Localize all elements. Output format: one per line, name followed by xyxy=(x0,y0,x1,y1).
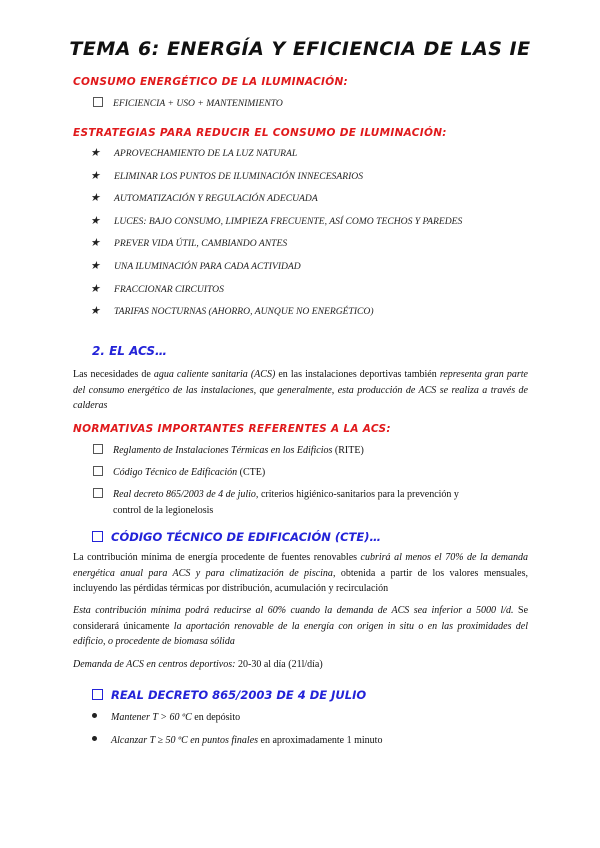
item-text: UNA ILUMINACIÓN PARA CADA ACTIVIDAD xyxy=(114,260,301,272)
text-run: Las necesidades de xyxy=(73,369,154,380)
star-icon: ★ xyxy=(90,259,100,272)
text-run: cubrirá al menos el 70% de la demanda energética anual para ACS y para climatización de piscina xyxy=(73,552,528,579)
item-text: ELIMINAR LOS PUNTOS DE ILUMINACIÓN INNECESARIOS xyxy=(114,170,363,182)
heading-real-decreto xyxy=(92,688,366,702)
item-text: FRACCIONAR CIRCUITOS xyxy=(114,283,224,295)
star-icon: ★ xyxy=(90,305,100,318)
strategy-list xyxy=(90,146,462,327)
checkbox-icon xyxy=(92,689,103,700)
star-icon: ★ xyxy=(90,214,100,227)
checkbox-icon xyxy=(93,466,103,476)
checkbox-icon xyxy=(93,444,103,454)
item-text: PREVER VIDA ÚTIL, CAMBIANDO ANTES xyxy=(114,238,288,250)
text-run: criterios higiénico-sanitarios para la prevención y xyxy=(258,489,459,500)
list-item xyxy=(90,304,462,327)
bullet-icon xyxy=(92,713,97,718)
text-run: en aproximadamente 1 minuto xyxy=(258,735,383,746)
star-icon: ★ xyxy=(90,147,100,159)
text-run: La contribución mínima de energía procedente de fuentes renovables xyxy=(73,552,361,563)
text-run: agua caliente sanitaria (ACS) xyxy=(153,369,276,380)
text-run: representa gran parte del consumo energético de las instalaciones, que generalmente, esta producción de ACS se realiza a través de calderas xyxy=(73,369,528,411)
checkbox-icon xyxy=(93,97,103,107)
bullet-icon xyxy=(92,736,97,741)
item-text: TARIFAS NOCTURNAS (AHORRO, AUNQUE NO ENERGÉTICO) xyxy=(114,306,374,318)
item-text: AUTOMATIZACIÓN Y REGULACIÓN ADECUADA xyxy=(114,193,318,205)
list-item xyxy=(90,282,462,305)
paragraph-acs xyxy=(73,367,528,414)
list-item xyxy=(90,146,462,169)
text-run: Esta contribución mínima podrá reducirse al 60% cuando la demanda de ACS sea inferior a 5000 l/d. xyxy=(73,605,514,616)
star-icon: ★ xyxy=(90,169,100,182)
item-text: APROVECHAMIENTO DE LA LUZ NATURAL xyxy=(114,148,298,159)
item-text: LUCES: BAJO CONSUMO, LIMPIEZA FRECUENTE, ASÍ COMO TECHOS Y PAREDES xyxy=(114,215,463,227)
text-run: Código Técnico de Edificación xyxy=(113,467,238,478)
text-run: 20-30 al día (21l/día) xyxy=(235,659,323,670)
heading-cte xyxy=(92,530,381,544)
heading-text: REAL DECRETO 865/2003 DE 4 DE JULIO xyxy=(111,688,367,702)
paragraph-contribucion xyxy=(73,550,528,597)
list-item xyxy=(90,169,462,192)
paragraph-demanda xyxy=(73,657,323,673)
text-run: en las instalaciones deportivas también xyxy=(275,369,440,380)
text-run: Alcanzar T ≥ 50 ºC en puntos finales xyxy=(111,735,259,746)
paragraph-reduccion xyxy=(73,603,528,650)
checkbox-icon xyxy=(92,531,103,542)
text-run: Reglamento de Instalaciones Térmicas en los Edificios xyxy=(113,445,333,456)
page-title: TEMA 6: ENERGÍA Y EFICIENCIA DE LAS IE xyxy=(69,38,531,60)
list-item xyxy=(90,236,462,259)
text-run: la aportación renovable de la energía con origen in situ o en las proximidades del edificio, o procedente de biomasa sólida xyxy=(73,620,528,647)
bullet-item xyxy=(92,710,240,726)
heading-estrategias: ESTRATEGIAS PARA REDUCIR EL CONSUMO DE ILUMINACIÓN: xyxy=(73,127,447,139)
text-run: Real decreto 865/2003 de 4 de julio, xyxy=(113,489,259,500)
text-run: Demanda de ACS en centros deportivos: xyxy=(73,659,236,670)
item-text: EFICIENCIA + USO + MANTENIMIENTO xyxy=(113,98,283,109)
text-run: Se considerará únicamente xyxy=(73,605,529,632)
star-icon: ★ xyxy=(90,282,100,295)
text-run: control de la legionelosis xyxy=(113,504,214,516)
star-icon: ★ xyxy=(90,192,100,205)
text-run: (RITE) xyxy=(332,445,364,456)
checkbox-icon xyxy=(93,488,103,498)
text-run: en depósito xyxy=(191,712,241,723)
text-run: Mantener T > 60 ºC xyxy=(111,712,192,723)
bullet-item xyxy=(92,733,382,749)
star-icon: ★ xyxy=(90,237,100,250)
heading-acs: 2. EL ACS… xyxy=(92,344,168,358)
heading-text: CÓDIGO TÉCNICO DE EDIFICACIÓN (CTE)… xyxy=(111,530,382,544)
list-item xyxy=(90,259,462,282)
list-item xyxy=(90,191,462,214)
heading-normativas: NORMATIVAS IMPORTANTES REFERENTES A LA ACS: xyxy=(73,423,391,435)
normativa-rite xyxy=(93,443,364,459)
list-item xyxy=(93,97,283,109)
heading-consumo-energetico: CONSUMO ENERGÉTICO DE LA ILUMINACIÓN: xyxy=(73,76,349,88)
list-item xyxy=(90,214,462,237)
text-run: , obtenida a partir de los valores mensuales, incluyendo las pérdidas térmicas por distribución, acumulación y recirculación xyxy=(73,567,528,594)
normativa-cte xyxy=(93,465,265,481)
normativa-rd xyxy=(93,487,529,518)
text-run: (CTE) xyxy=(237,467,266,478)
